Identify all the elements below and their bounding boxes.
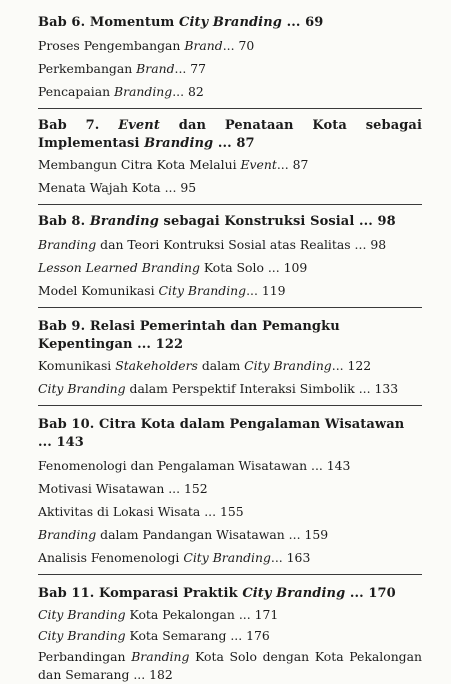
- toc-entry: City Branding Kota Pekalongan ... 171: [38, 607, 279, 622]
- chapter-7: [38, 117, 422, 197]
- toc-entry: City Branding Kota Semarang ... 176: [38, 628, 270, 643]
- divider: [38, 204, 422, 205]
- toc-entry: Fenomenologi dan Pengalaman Wisatawan ... 143: [38, 458, 351, 473]
- toc-entry: Branding dalam Pandangan Wisatawan ... 159: [38, 527, 329, 542]
- toc-entry: Branding dan Teori Kontruksi Sosial atas Realitas ... 98: [38, 237, 387, 252]
- chapter-title: Bab 9. Relasi Pemerintah dan Pemangku Kepentingan ... 122: [38, 319, 340, 352]
- toc-entry: Menata Wajah Kota ... 95: [38, 180, 197, 195]
- divider: [38, 574, 422, 575]
- toc-entry: Analisis Fenomenologi City Branding... 163: [38, 550, 311, 565]
- toc-entry: Perbandingan Branding Kota Solo dengan Kota Pekalongan dan Semarang ... 182: [38, 649, 422, 682]
- chapter-6: [38, 14, 422, 101]
- toc-entry: Komunikasi Stakeholders dalam City Branding... 122: [38, 358, 372, 373]
- toc-entry: Model Komunikasi City Branding... 119: [38, 283, 286, 298]
- chapter-title: Bab 6. Momentum City Branding ... 69: [38, 15, 324, 30]
- toc-entry: Pencapaian Branding... 82: [38, 84, 204, 99]
- toc-entry: Aktivitas di Lokasi Wisata ... 155: [38, 504, 244, 519]
- chapter-11: [38, 585, 422, 684]
- divider: [38, 108, 422, 109]
- toc-entry: Lesson Learned Branding Kota Solo ... 109: [38, 260, 308, 275]
- chapter-10: [38, 416, 422, 567]
- toc-entry: Perkembangan Brand... 77: [38, 61, 207, 76]
- divider: [38, 307, 422, 308]
- chapter-title: Bab 8. Branding sebagai Konstruksi Sosial ... 98: [38, 214, 396, 229]
- toc-entry: Membangun Citra Kota Melalui Event... 87: [38, 157, 309, 172]
- chapter-9: [38, 318, 422, 398]
- table-of-contents: [38, 6, 422, 684]
- chapter-title: Bab 7. Event dan Penataan Kota sebagai Implementasi Branding ... 87: [38, 118, 422, 151]
- divider: [38, 405, 422, 406]
- chapter-8: [38, 213, 422, 300]
- toc-entry: Motivasi Wisatawan ... 152: [38, 481, 208, 496]
- chapter-title: Bab 10. Citra Kota dalam Pengalaman Wisatawan ... 143: [38, 417, 405, 450]
- toc-entry: Proses Pengembangan Brand... 70: [38, 38, 255, 53]
- chapter-title: Bab 11. Komparasi Praktik City Branding ... 170: [38, 586, 396, 601]
- toc-entry: City Branding dalam Perspektif Interaksi Simbolik ... 133: [38, 381, 399, 396]
